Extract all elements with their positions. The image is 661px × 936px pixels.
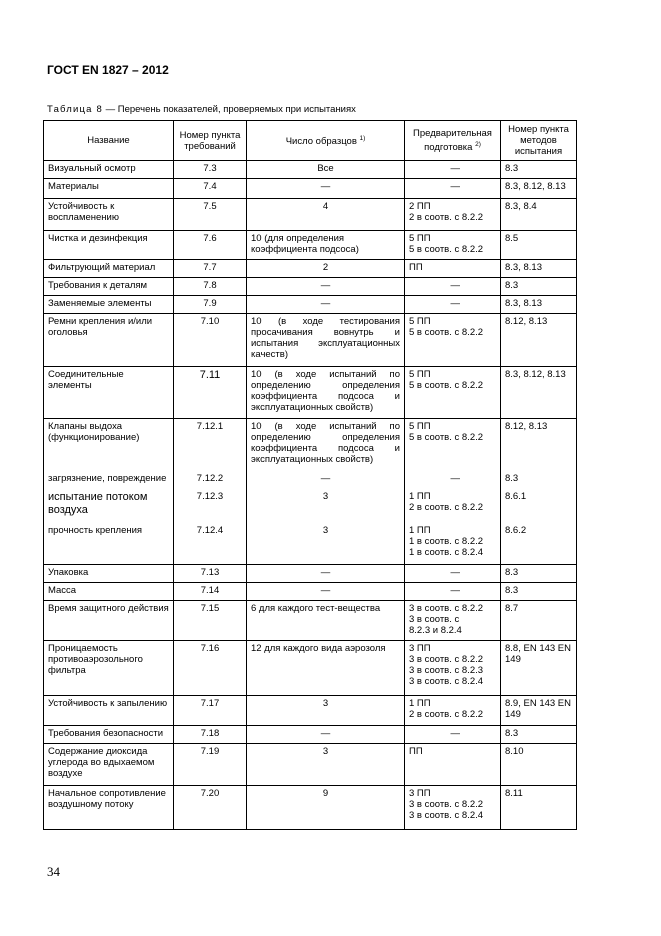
table-cell: Соединительные элементы [44, 367, 174, 419]
table-cell: — [405, 278, 501, 296]
table-cell: Масса [44, 583, 174, 601]
table-cell: 8.3, 8.13 [501, 260, 577, 278]
table-cell: — [247, 583, 405, 601]
table-cell: 12 для каждого вида аэрозоля [247, 641, 405, 696]
table-cell: 8.3, 8.4 [501, 199, 577, 231]
table-cell: — [247, 278, 405, 296]
table-header-row [44, 121, 577, 161]
table-cell: 3 [247, 696, 405, 726]
table-row [44, 641, 577, 696]
table-row [44, 419, 577, 471]
table-cell: 3 [247, 744, 405, 786]
table-caption [47, 104, 356, 115]
table-cell: — [405, 471, 501, 489]
table-row [44, 726, 577, 744]
table-cell: 3 ПП 3 в соотв. с 8.2.2 3 в соотв. с 8.2.3 3 в соотв. с 8.2.4 [405, 641, 501, 696]
table-cell: Проницаемость противоаэрозольного фильтра [44, 641, 174, 696]
table-cell: 8.8, EN 143 EN 149 [501, 641, 577, 696]
table-row [44, 583, 577, 601]
table-cell: 8.3 [501, 161, 577, 179]
table-cell: Время защитного действия [44, 601, 174, 641]
table-cell: 8.12, 8.13 [501, 314, 577, 367]
table-row [44, 231, 577, 260]
table-cell: 8.6.2 [501, 523, 577, 565]
table-row [44, 744, 577, 786]
table-cell: 7.14 [174, 583, 247, 601]
page-number: 34 [47, 864, 60, 879]
table-cell: 7.12.3 [174, 489, 247, 523]
table-cell: 2 ПП 2 в соотв. с 8.2.2 [405, 199, 501, 231]
table-cell: 7.12.2 [174, 471, 247, 489]
table-cell: 8.10 [501, 744, 577, 786]
table-cell: 5 ПП 5 в соотв. с 8.2.2 [405, 314, 501, 367]
table-cell: Устойчивость к воспламенению [44, 199, 174, 231]
table-cell: 9 [247, 786, 405, 830]
table-cell: Упаковка [44, 565, 174, 583]
table-cell: 7.16 [174, 641, 247, 696]
table-cell: 10 (в ходе испытаний по определению определения коэффициента подсоса и эксплуатационных свойств) [247, 367, 405, 419]
table-cell: Заменяемые элементы [44, 296, 174, 314]
table-cell: Начальное сопротивление воздушному потоку [44, 786, 174, 830]
table-cell: 8.12, 8.13 [501, 419, 577, 471]
table-cell: Материалы [44, 179, 174, 199]
table-row [44, 523, 577, 565]
table-cell: 7.7 [174, 260, 247, 278]
table-cell: 5 ПП 5 в соотв. с 8.2.2 [405, 419, 501, 471]
table-row [44, 296, 577, 314]
table-cell: Фильтрующий материал [44, 260, 174, 278]
table-row [44, 179, 577, 199]
table-cell: 8.3 [501, 583, 577, 601]
table-cell: 10 (в ходе тестирования просачивания вовнутрь и испытания эксплуатационных качеств) [247, 314, 405, 367]
table-cell: 7.5 [174, 199, 247, 231]
table-cell: 7.8 [174, 278, 247, 296]
table-cell: 7.13 [174, 565, 247, 583]
table-cell: Клапаны выдоха (функционирование) [44, 419, 174, 471]
table-cell: 8.3 [501, 565, 577, 583]
table-cell: 7.3 [174, 161, 247, 179]
table-cell: испытание потоком воздуха [44, 489, 174, 523]
table-cell: 5 ПП 5 в соотв. с 8.2.2 [405, 231, 501, 260]
table-cell: 8.9, EN 143 EN 149 [501, 696, 577, 726]
table-cell: Все [247, 161, 405, 179]
table-cell: — [247, 179, 405, 199]
table-cell: — [405, 583, 501, 601]
table-cell: ПП [405, 744, 501, 786]
table-cell: Устойчивость к запылению [44, 696, 174, 726]
table-cell: 10 (для определения коэффициента подсоса) [247, 231, 405, 260]
table-cell: 8.3 [501, 278, 577, 296]
table-row [44, 696, 577, 726]
table-cell: 8.5 [501, 231, 577, 260]
table-cell: — [405, 565, 501, 583]
table-cell: — [247, 565, 405, 583]
table-cell: ПП [405, 260, 501, 278]
header-prep: Предварительная подготовка $^{2)}$ [405, 121, 501, 161]
table-cell: 2 [247, 260, 405, 278]
table-row [44, 601, 577, 641]
table-cell: — [405, 161, 501, 179]
table-row [44, 278, 577, 296]
table-cell: 7.18 [174, 726, 247, 744]
table-cell: 3 ПП 3 в соотв. с 8.2.2 3 в соотв. с 8.2.4 [405, 786, 501, 830]
requirements-table [43, 120, 577, 830]
table-cell: 8.7 [501, 601, 577, 641]
table-row [44, 199, 577, 231]
table-cell: — [405, 296, 501, 314]
table-cell: 8.3, 8.12, 8.13 [501, 179, 577, 199]
table-row [44, 260, 577, 278]
table-cell: Визуальный осмотр [44, 161, 174, 179]
table-cell: 7.11 [174, 367, 247, 419]
table-cell: 6 для каждого тест-вещества [247, 601, 405, 641]
table-cell: Ремни крепления и/или оголовья [44, 314, 174, 367]
table-cell: 7.12.4 [174, 523, 247, 565]
table-row [44, 161, 577, 179]
table-cell: 7.19 [174, 744, 247, 786]
table-cell: 7.15 [174, 601, 247, 641]
table-cell: 7.4 [174, 179, 247, 199]
header-name: Название [44, 121, 174, 161]
table-cell: 10 (в ходе испытаний по определению определения коэффициента подсоса и эксплуатационных свойств) [247, 419, 405, 471]
table-cell: 3 [247, 489, 405, 523]
table-cell: Требования к деталям [44, 278, 174, 296]
header-req: Номер пункта требований [174, 121, 247, 161]
table-cell: 7.17 [174, 696, 247, 726]
document-title: ГОСТ EN 1827 – 2012 [47, 63, 169, 77]
table-cell: 7.20 [174, 786, 247, 830]
table-cell: 8.3, 8.12, 8.13 [501, 367, 577, 419]
table-caption-text: — Перечень показателей, проверяемых при испытаниях [105, 104, 356, 115]
table-row [44, 786, 577, 830]
table-cell: 8.3 [501, 471, 577, 489]
table-cell: 7.6 [174, 231, 247, 260]
table-cell: 7.10 [174, 314, 247, 367]
table-cell: 8.3, 8.13 [501, 296, 577, 314]
table-cell: Требования безопасности [44, 726, 174, 744]
table-cell: 7.9 [174, 296, 247, 314]
table-row [44, 565, 577, 583]
table-cell: 1 ПП 2 в соотв. с 8.2.2 [405, 489, 501, 523]
table-cell: 8.3 [501, 726, 577, 744]
table-cell: — [405, 179, 501, 199]
table-cell: — [247, 296, 405, 314]
table-cell: — [247, 726, 405, 744]
table-cell: 4 [247, 199, 405, 231]
table-cell: 3 в соотв. с 8.2.2 3 в соотв. с 8.2.3 и 8.2.4 [405, 601, 501, 641]
table-cell: Чистка и дезинфекция [44, 231, 174, 260]
table-cell: 8.6.1 [501, 489, 577, 523]
table-cell: прочность крепления [44, 523, 174, 565]
table-row [44, 314, 577, 367]
table-cell: 7.12.1 [174, 419, 247, 471]
table-cell: загрязнение, повреждение [44, 471, 174, 489]
table-cell: 5 ПП 5 в соотв. с 8.2.2 [405, 367, 501, 419]
table-row [44, 367, 577, 419]
table-row [44, 489, 577, 523]
table-cell: 3 [247, 523, 405, 565]
table-row [44, 471, 577, 489]
table-cell: — [405, 726, 501, 744]
header-samples: Число образцов $^{1)}$ [247, 121, 405, 161]
table-caption-label: Таблица 8 [47, 104, 103, 115]
table-cell: — [247, 471, 405, 489]
table-cell: 1 ПП 2 в соотв. с 8.2.2 [405, 696, 501, 726]
table-cell: Содержание диоксида углерода во вдыхаемом воздухе [44, 744, 174, 786]
table-cell: 8.11 [501, 786, 577, 830]
header-method: Номер пункта методов испытания [501, 121, 577, 161]
table-cell: 1 ПП 1 в соотв. с 8.2.2 1 в соотв. с 8.2.4 [405, 523, 501, 565]
